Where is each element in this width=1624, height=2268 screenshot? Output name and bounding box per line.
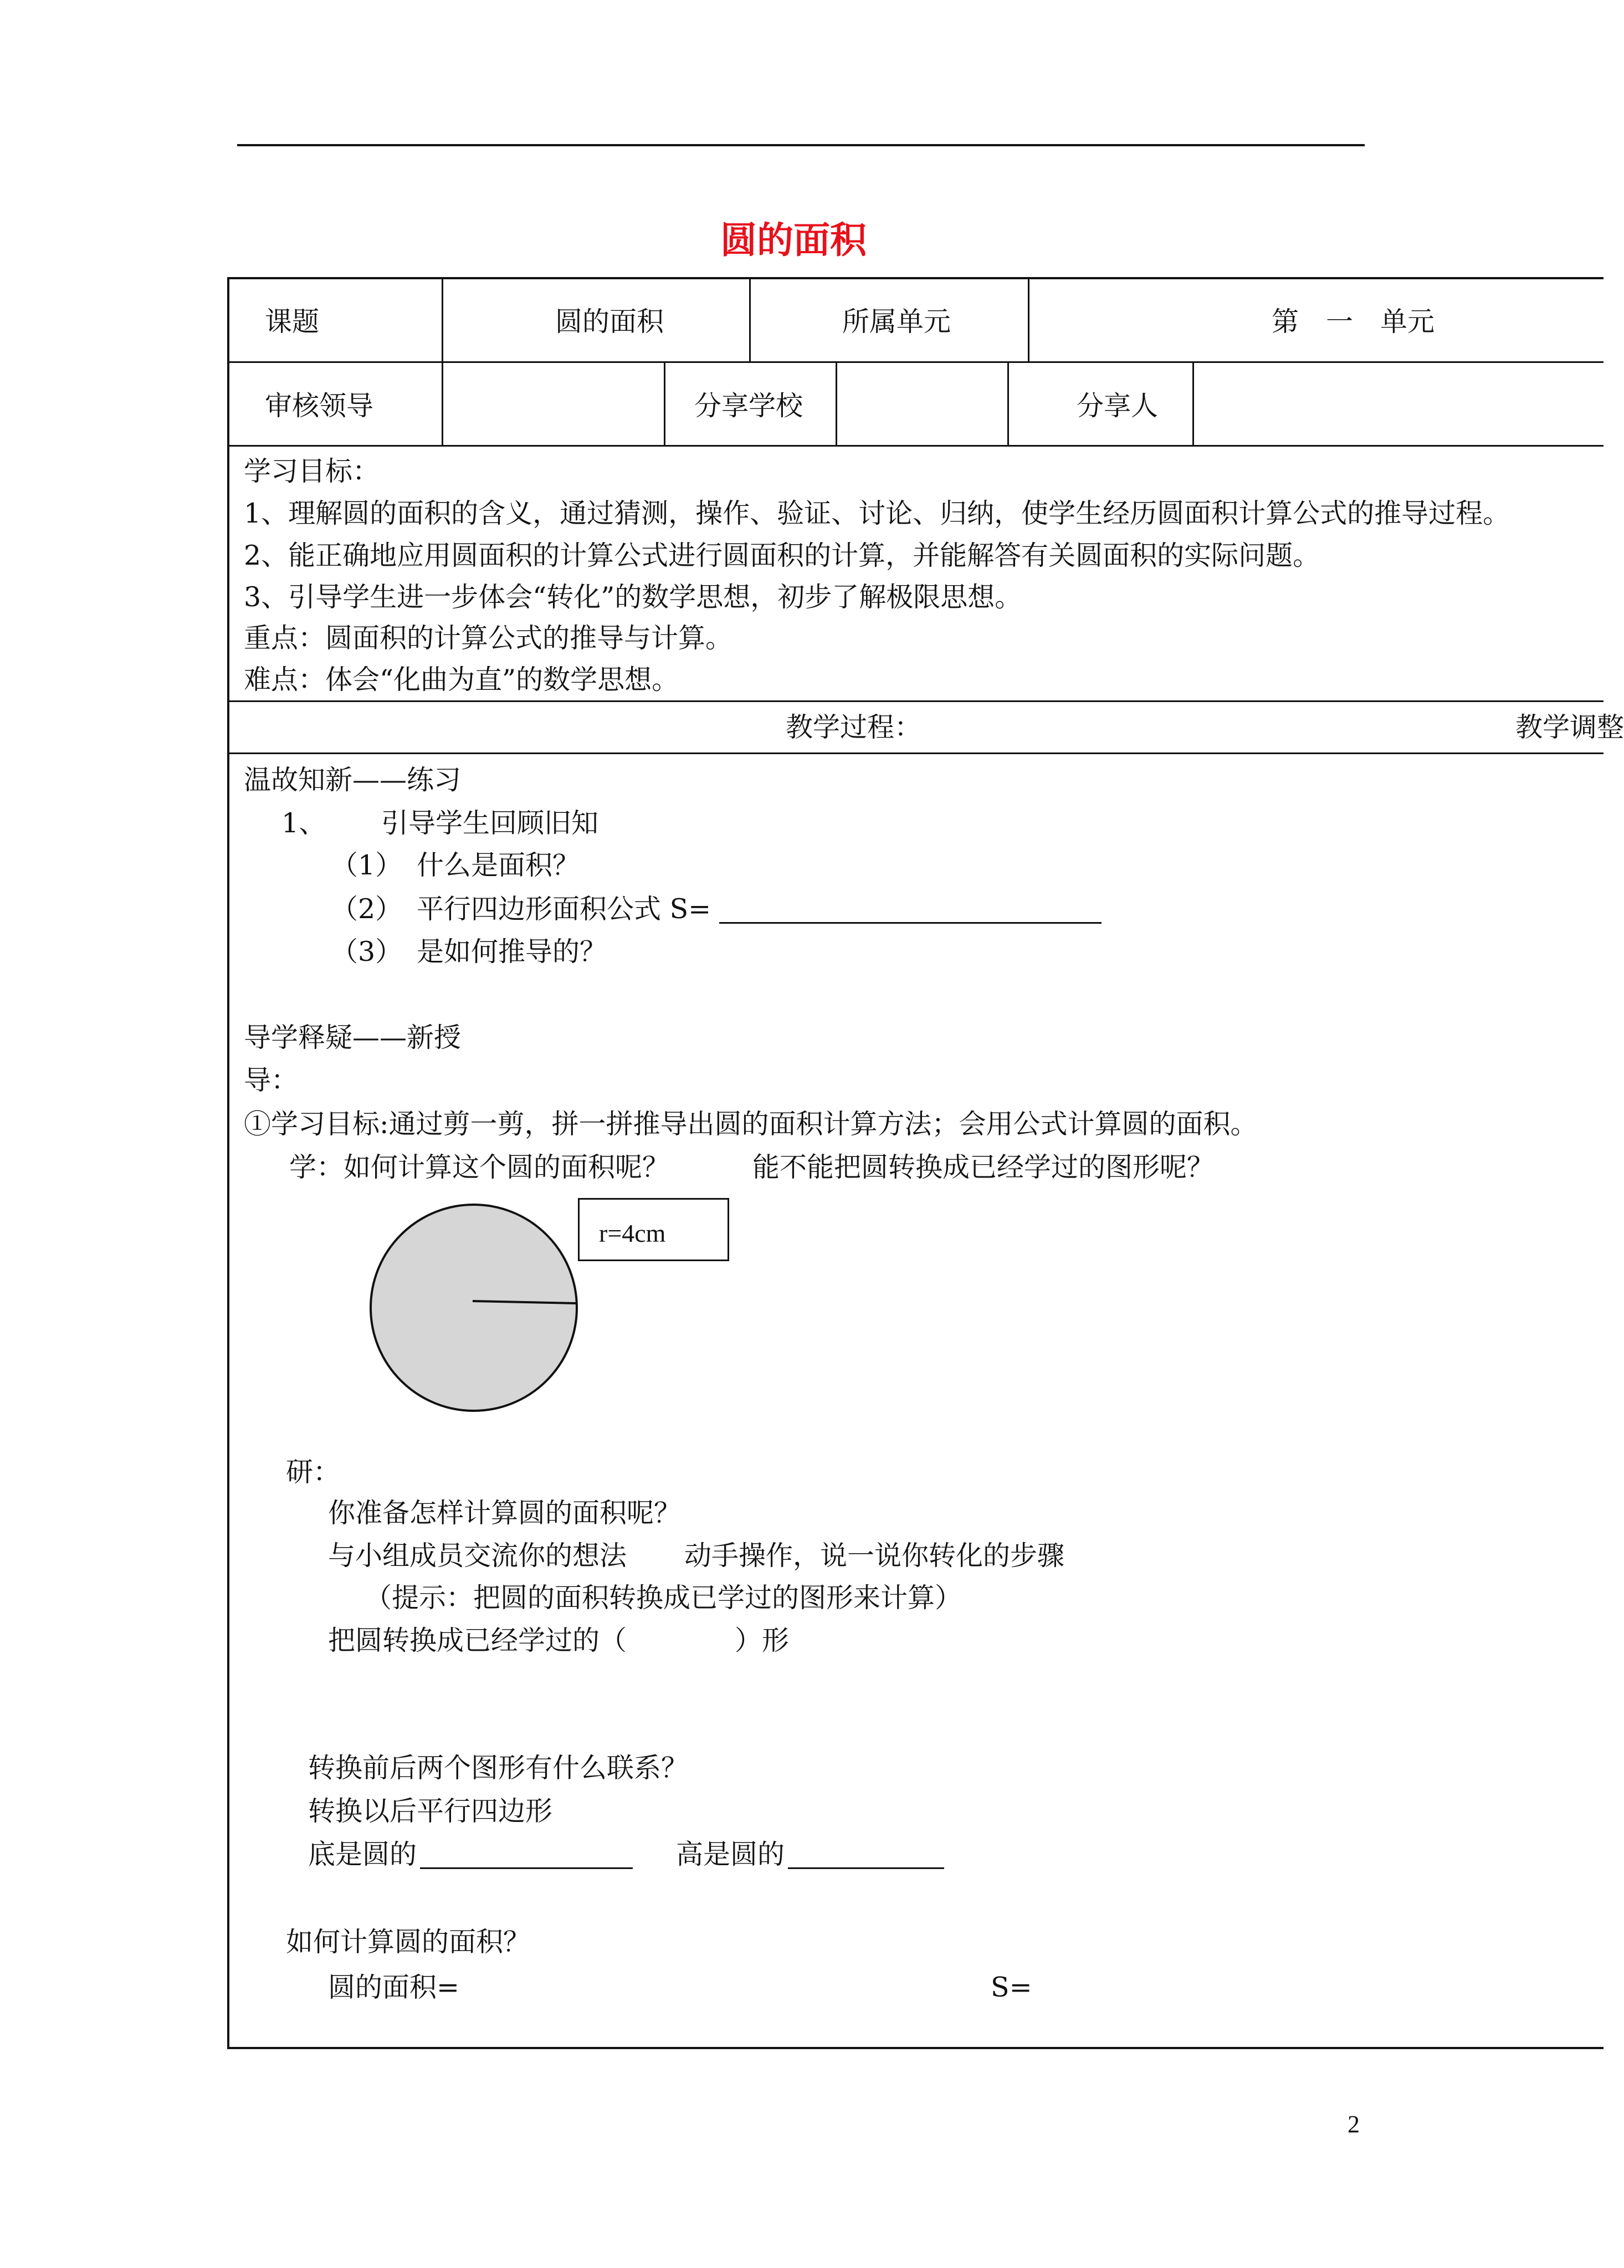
research-question-2b: 动手操作，说一说你转化的步骤: [684, 1540, 1065, 1571]
unit-label: 所属单元: [842, 306, 951, 337]
table-col-divider: [1007, 361, 1009, 447]
formula-blank: [719, 922, 1102, 924]
s-equation: S=: [991, 1972, 1032, 2003]
height-label: 高是圆的: [676, 1839, 785, 1870]
table-col-divider: [749, 277, 751, 363]
review-sub-number: （2）: [331, 893, 403, 925]
review-sub-text: 平行四边形面积公式 S=: [417, 893, 711, 925]
table-border-left: [227, 277, 229, 2049]
objective-item: 3、引导学生进一步体会“转化”的数学思想，初步了解极限思想。: [244, 581, 1022, 613]
review-item-number: 1、: [281, 807, 326, 839]
table-col-divider: [664, 361, 665, 447]
after-convert-text: 转换以后平行四边形: [308, 1795, 553, 1827]
page-title: 圆的面积: [720, 218, 867, 262]
difficulty: 难点：体会“化曲为直”的数学思想。: [244, 664, 679, 695]
research-label: 研：: [286, 1456, 341, 1488]
area-equation: 圆的面积=: [328, 1972, 460, 2003]
table-col-divider: [836, 361, 837, 447]
research-question-2a: 与小组成员交流你的想法: [328, 1540, 627, 1571]
table-col-divider: [1028, 277, 1029, 363]
learn-question-2: 能不能把圆转换成已经学过的图形呢？: [752, 1151, 1215, 1183]
key-point: 重点：圆面积的计算公式的推导与计算。: [244, 622, 733, 654]
process-heading: 教学过程：: [786, 711, 922, 743]
convert-text-end: ）形: [735, 1625, 790, 1656]
review-sub-number: （1）: [331, 849, 403, 881]
review-item-text: 引导学生回顾旧知: [381, 807, 599, 839]
radius-label-box: [578, 1198, 729, 1261]
height-blank: [788, 1867, 944, 1869]
table-border-top: [227, 277, 1603, 279]
how-calc-question: 如何计算圆的面积？: [286, 1926, 531, 1958]
unit-value: 第 一 单元: [1272, 306, 1435, 337]
reviewer-label: 审核领导: [265, 390, 374, 422]
base-label: 底是圆的: [308, 1839, 417, 1870]
adjust-heading: 教学调整: [1515, 711, 1624, 743]
table-row-divider: [227, 361, 1603, 363]
school-label: 分享学校: [694, 390, 803, 422]
circle-diagram: [368, 1202, 579, 1413]
header-rule: [237, 144, 1365, 146]
table-col-divider: [442, 361, 443, 447]
objective-item: 2、能正确地应用圆面积的计算公式进行圆面积的计算，并能解答有关圆面积的实际问题。: [244, 540, 1320, 571]
table-row-divider: [227, 700, 1603, 702]
learn-question-1: 学：如何计算这个圆的面积呢？: [289, 1151, 670, 1183]
relation-question: 转换前后两个图形有什么联系？: [308, 1752, 689, 1784]
convert-text-start: 把圆转换成已经学过的（: [328, 1625, 627, 1656]
objectives-heading: 学习目标：: [244, 455, 380, 487]
table-border-bottom: [227, 2047, 1603, 2049]
base-blank: [420, 1867, 633, 1869]
review-heading: 温故知新——练习: [244, 764, 462, 796]
research-question-1: 你准备怎样计算圆的面积呢？: [328, 1497, 682, 1529]
review-sub-text: 什么是面积？: [417, 849, 580, 881]
sharer-label: 分享人: [1077, 390, 1159, 422]
hint-text: （提示：把圆的面积转换成已学过的图形来计算）: [365, 1582, 962, 1614]
guide-label: 导：: [244, 1064, 299, 1096]
table-row-divider: [227, 445, 1603, 447]
table-col-divider: [1192, 361, 1194, 447]
table-col-divider: [442, 277, 443, 363]
radius-label: r=4cm: [599, 1219, 666, 1247]
topic-value: 圆的面积: [555, 306, 664, 337]
page-number: 2: [1348, 2111, 1360, 2138]
topic-label: 课题: [265, 306, 320, 337]
new-lesson-heading: 导学释疑——新授: [244, 1022, 462, 1053]
review-sub-number: （3）: [331, 936, 403, 967]
learning-goal: ①学习目标:通过剪一剪，拼一拼推导出圆的面积计算方法；会用公式计算圆的面积。: [244, 1108, 1258, 1140]
table-row-divider: [227, 752, 1603, 754]
review-sub-text: 是如何推导的？: [417, 936, 607, 967]
objective-item: 1、理解圆的面积的含义，通过猜测，操作、验证、讨论、归纳，使学生经历圆面积计算公式的推导过程。: [244, 498, 1510, 529]
circle-shape: [371, 1205, 577, 1411]
